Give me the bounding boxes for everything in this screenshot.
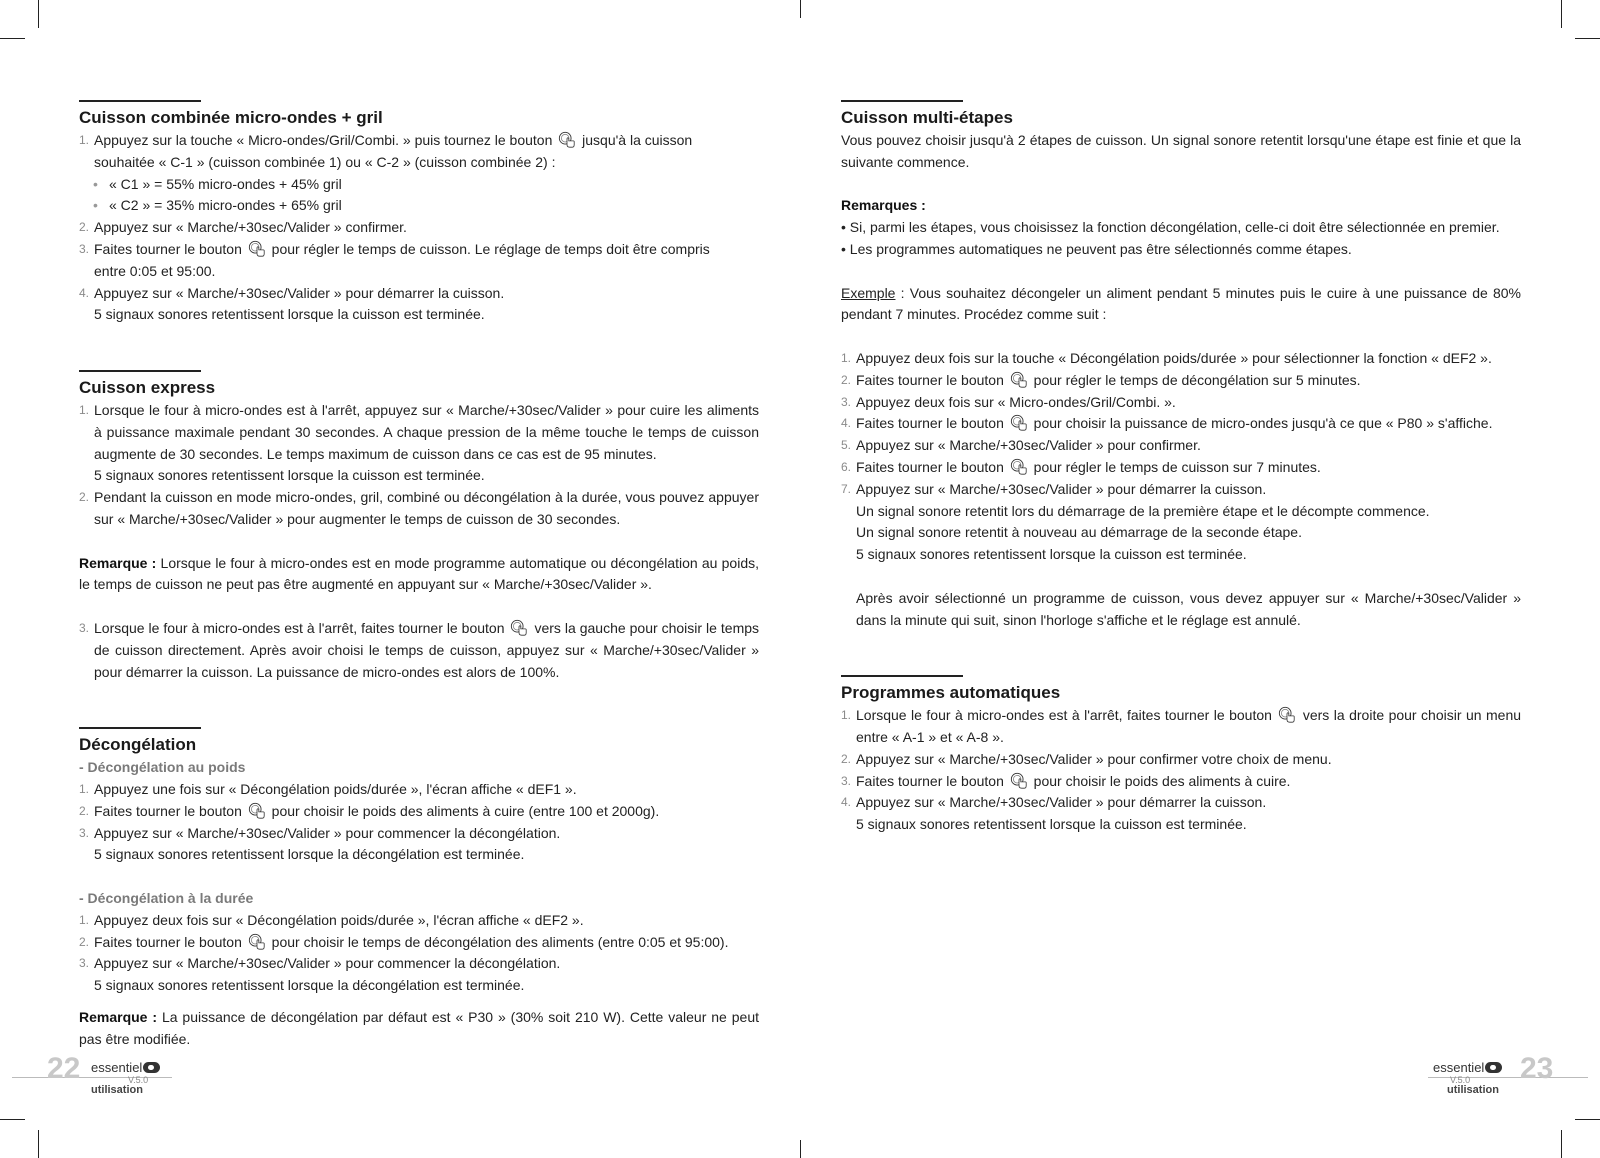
spacer [79,531,759,553]
step-text: Appuyez sur « Marche/+30sec/Valider » pour confirmer votre choix de menu. [856,750,1332,767]
note-paragraph [79,553,759,597]
note-paragraph [79,1007,759,1051]
step-text: Appuyez deux fois sur la touche « Décongélation poids/durée » pour sélectionner la fonction « dEF2 ». [856,349,1492,366]
section-decongelation [79,727,759,1050]
right-page-column [841,100,1521,858]
list-item [79,953,759,975]
list-number: 6. [841,459,852,474]
brand-name: essentiel [91,1060,143,1075]
rotary-knob-hand-icon [1276,707,1298,723]
note-text: Lorsque le four à micro-ondes est en mode programme automatique ou décongélation au poids, le temps de cuisson ne peut pas être augmenté en appuyant sur « Marche/+30sec/Valider ». [79,554,760,593]
list-number: 2. [79,490,90,505]
step-continuation: souhaitée « C-1 » (cuisson combinée 1) ou « C-2 » (cuisson combinée 2) : [94,153,556,170]
section-rule [79,370,201,372]
list-item [841,705,1521,749]
subsection-title: - Décongélation à la durée [79,889,254,906]
left-page-column [79,100,759,1072]
brand-logo [1433,1061,1502,1075]
step-continuation: Un signal sonore retentit lors du démarrage de la première étape et le décompte commence. [856,502,1430,519]
spacer [841,566,1521,588]
step-text: Appuyez sur « Marche/+30sec/Valider » pour démarrer la cuisson. [856,794,1267,811]
bullet-item [79,195,759,217]
list-item [79,487,759,531]
step-text: Lorsque le four à micro-ondes est à l'arrêt, appuyez sur « Marche/+30sec/Valider » pour cuire les aliments à puissance maximale pendant 30 secondes. A chaque pression de la même touche le temps de cuisson augmente de 30 secondes. Le temps maximum de cuisson dans ce cas est de 95 minutes. [94,401,759,462]
crop-mark [0,1119,25,1120]
list-number: 2. [79,934,90,949]
step-text: Appuyez sur « Marche/+30sec/Valider » pour commencer la décongélation. [94,824,561,841]
notes-label-text: Remarques : [841,197,926,214]
step-text: Appuyez sur « Marche/+30sec/Valider » pour démarrer la cuisson. [94,284,505,301]
section-cuisson-multi-etapes [841,100,1521,631]
list-number: 2. [841,751,852,766]
list-number: 3. [841,394,852,409]
step-continuation: 5 signaux sonores retentissent lorsque la cuisson est terminée. [856,546,1247,563]
list-item [79,239,759,261]
step-text: pour choisir le temps de décongélation des aliments (entre 0:05 et 95:00). [271,933,729,950]
page-number: 22 [47,1052,81,1085]
spacer [79,866,759,888]
intro-paragraph: Vous pouvez choisir jusqu'à 2 étapes de cuisson. Un signal sonore retentit lorsqu'une étape est finie et que la suivante commence. [841,132,1521,170]
rotary-knob-hand-icon [1008,372,1030,388]
brand-logo [91,1061,160,1075]
step-text: Appuyez deux fois sur « Micro-ondes/Gril/Combi. ». [856,393,1176,410]
version-label: V.5.0 [128,1075,149,1085]
rotary-knob-hand-icon [1008,415,1030,431]
step-text: vers la droite pour choisir un menu entre « A-1 » et « A-8 ». [856,707,1522,745]
section-title: Cuisson combinée micro-ondes + gril [79,108,383,127]
step-text: Appuyez sur « Marche/+30sec/Valider » pour commencer la décongélation. [94,955,561,972]
step-continuation: Après avoir sélectionné un programme de cuisson, vous devez appuyer sur « Marche/+30sec/Valider » dans la minute qui suit, sinon l'horloge s'affiche et le réglage est annulé. [856,589,1521,628]
note-label: Remarque : [79,554,157,571]
list-number: 3. [841,773,852,788]
step-text: Faites tourner le bouton [856,371,1004,388]
step-continuation: 5 signaux sonores retentissent lorsque la cuisson est terminée. [856,816,1247,833]
step-text: Appuyez deux fois sur « Décongélation poids/durée », l'écran affiche « dEF2 ». [94,911,584,928]
list-number: 2. [79,803,90,818]
section-cuisson-express [79,370,759,683]
rotary-knob-hand-icon [246,803,268,819]
step-text: pour choisir le poids des aliments à cuire (entre 100 et 2000g). [271,802,660,819]
step-continuation: 5 signaux sonores retentissent lorsque la cuisson est terminée. [94,467,485,484]
section-cuisson-combinee [79,100,759,326]
step-continuation: Un signal sonore retentit à nouveau au démarrage de la seconde étape. [856,524,1302,541]
list-item [79,823,759,845]
rotary-knob-hand-icon [246,934,268,950]
list-item [841,792,1521,814]
crop-mark [1561,1130,1562,1158]
step-text: Pendant la cuisson en mode micro-ondes, gril, combiné ou décongélation à la durée, vous pouvez appuyer sur « Marche/+30sec/Valider » pour augmenter le temps de cuisson de 30 secondes. [94,489,759,527]
spacer [79,705,759,727]
list-number: 4. [841,795,852,810]
rotary-knob-hand-icon [1008,459,1030,475]
bullet-text: « C2 » = 35% micro-ondes + 65% gril [109,197,342,214]
step-text: Appuyez sur la touche « Micro-ondes/Gril/Combi. » puis tournez le bouton [94,132,553,148]
note-item: • Si, parmi les étapes, vous choisissez la fonction décongélation, celle-ci doit être sélectionnée en premier. [841,219,1500,236]
list-number: 3. [79,825,90,840]
rotary-knob-hand-icon [1008,773,1030,789]
step-text: pour régler le temps de décongélation sur 5 minutes. [1033,371,1361,388]
step-text: Appuyez sur « Marche/+30sec/Valider » confirmer. [94,219,407,236]
list-item [79,932,759,954]
page-number: 23 [1520,1052,1554,1085]
step-text: pour régler le temps de cuisson. Le réglage de temps doit être compris [271,240,710,257]
spacer [841,653,1521,675]
list-item [841,370,1521,392]
list-number: 2. [841,372,852,387]
step-text: Appuyez une fois sur « Décongélation poids/durée », l'écran affiche « dEF1 ». [94,780,577,797]
list-item [841,413,1521,435]
list-number: 1. [79,133,90,147]
bullet-icon: • [93,197,98,214]
step-text: pour choisir la puissance de micro-ondes jusqu'à ce que « P80 » s'affiche. [1033,415,1493,432]
step-continuation: 5 signaux sonores retentissent lorsque la décongélation est terminée. [94,846,525,863]
list-number: 3. [79,241,90,256]
list-item [79,618,759,683]
section-programmes-automatiques [841,675,1521,836]
list-item [841,771,1521,793]
step-text: jusqu'à la cuisson [582,132,693,148]
step-continuation: 5 signaux sonores retentissent lorsque la décongélation est terminée. [94,977,525,994]
crop-mark [1575,38,1600,39]
step-text: pour choisir le poids des aliments à cuire. [1033,772,1291,789]
list-number: 2. [79,220,90,235]
bullet-item [79,174,759,196]
example-text: : Vous souhaitez décongeler un aliment pendant 5 minutes puis le cuire à une puissance de 80% pendant 7 minutes. Procédez comme suit : [841,284,1521,323]
list-item [841,479,1521,501]
list-number: 1. [79,402,90,417]
list-item [841,749,1521,771]
step-text: Faites tourner le bouton [856,458,1004,475]
step-text: Faites tourner le bouton [856,772,1004,789]
rotary-knob-hand-icon [508,620,530,636]
example-paragraph [841,283,1521,327]
crop-mark [38,0,39,28]
list-number: 1. [841,708,852,723]
section-rule [841,100,963,102]
section-rule [841,675,963,677]
list-number: 3. [79,956,90,971]
list-item [79,910,759,932]
brand-mark-icon [143,1062,160,1073]
bullet-icon: • [93,175,98,192]
crop-mark [800,0,801,18]
step-text: Faites tourner le bouton [94,240,242,257]
brand-name: essentiel [1433,1060,1485,1075]
crop-mark [0,38,25,39]
step-text: Appuyez sur « Marche/+30sec/Valider » pour démarrer la cuisson. [856,480,1267,497]
section-rule [79,727,201,729]
list-number: 7. [841,481,852,496]
crop-mark [1575,1119,1600,1120]
rotary-knob-hand-icon [556,132,578,148]
step-continuation: entre 0:05 et 95:00. [94,262,216,279]
list-item [841,435,1521,457]
list-item [841,348,1521,370]
rotary-knob-hand-icon [246,241,268,257]
step-text: pour régler le temps de cuisson sur 7 minutes. [1033,458,1321,475]
section-footer-label: utilisation [91,1084,143,1096]
section-rule [79,100,201,102]
subsection-title: - Décongélation au poids [79,759,246,776]
spacer [841,326,1521,348]
step-text: Faites tourner le bouton [94,933,242,950]
step-text: vers la gauche pour choisir le temps de cuisson directement. Après avoir choisi le temps de cuisson, appuyez sur « Marche/+30sec/Valider » pour démarrer la cuisson. La puissance de micro-ondes est alors de 100%. [94,619,760,680]
list-number: 5. [841,438,852,453]
spacer [841,261,1521,283]
spacer [841,174,1521,196]
list-item [841,457,1521,479]
list-item [841,392,1521,414]
step-continuation: 5 signaux sonores retentissent lorsque la cuisson est terminée. [94,306,485,323]
list-number: 4. [841,416,852,431]
crop-mark [800,1140,801,1158]
list-number: 4. [79,285,90,300]
section-title: Programmes automatiques [841,683,1061,703]
list-item [79,130,759,152]
section-title: Décongélation [79,735,197,755]
section-title: Cuisson express [79,377,216,397]
spacer [79,348,759,370]
brand-mark-icon [1485,1062,1502,1073]
list-item [79,801,759,823]
list-item [79,779,759,801]
note-item: • Les programmes automatiques ne peuvent pas être sélectionnés comme étapes. [841,240,1352,257]
list-item [79,400,759,465]
list-item [79,283,759,305]
note-text: La puissance de décongélation par défaut est « P30 » (30% soit 210 W). Cette valeur ne peut pas être modifiée. [79,1008,759,1047]
crop-mark [38,1130,39,1158]
list-item [79,217,759,239]
list-number: 1. [79,912,90,927]
list-number: 1. [841,350,852,365]
section-footer-label: utilisation [1447,1084,1499,1096]
bullet-text: « C1 » = 55% micro-ondes + 45% gril [109,175,342,192]
step-text: Faites tourner le bouton [94,802,242,819]
version-label: V.5.0 [1450,1075,1471,1085]
crop-mark [1561,0,1562,28]
example-label: Exemple [841,284,896,301]
step-text: Faites tourner le bouton [856,415,1004,432]
notes-label [841,195,1521,217]
list-number: 3. [79,620,90,635]
section-title: Cuisson multi-étapes [841,108,1013,127]
step-text: Lorsque le four à micro-ondes est à l'arrêt, faites tourner le bouton [856,707,1272,724]
note-label: Remarque : [79,1008,158,1025]
step-text: Lorsque le four à micro-ondes est à l'arrêt, faites tourner le bouton [94,619,505,636]
spacer [79,596,759,618]
list-number: 1. [79,781,90,796]
step-text: Appuyez sur « Marche/+30sec/Valider » pour confirmer. [856,437,1201,454]
